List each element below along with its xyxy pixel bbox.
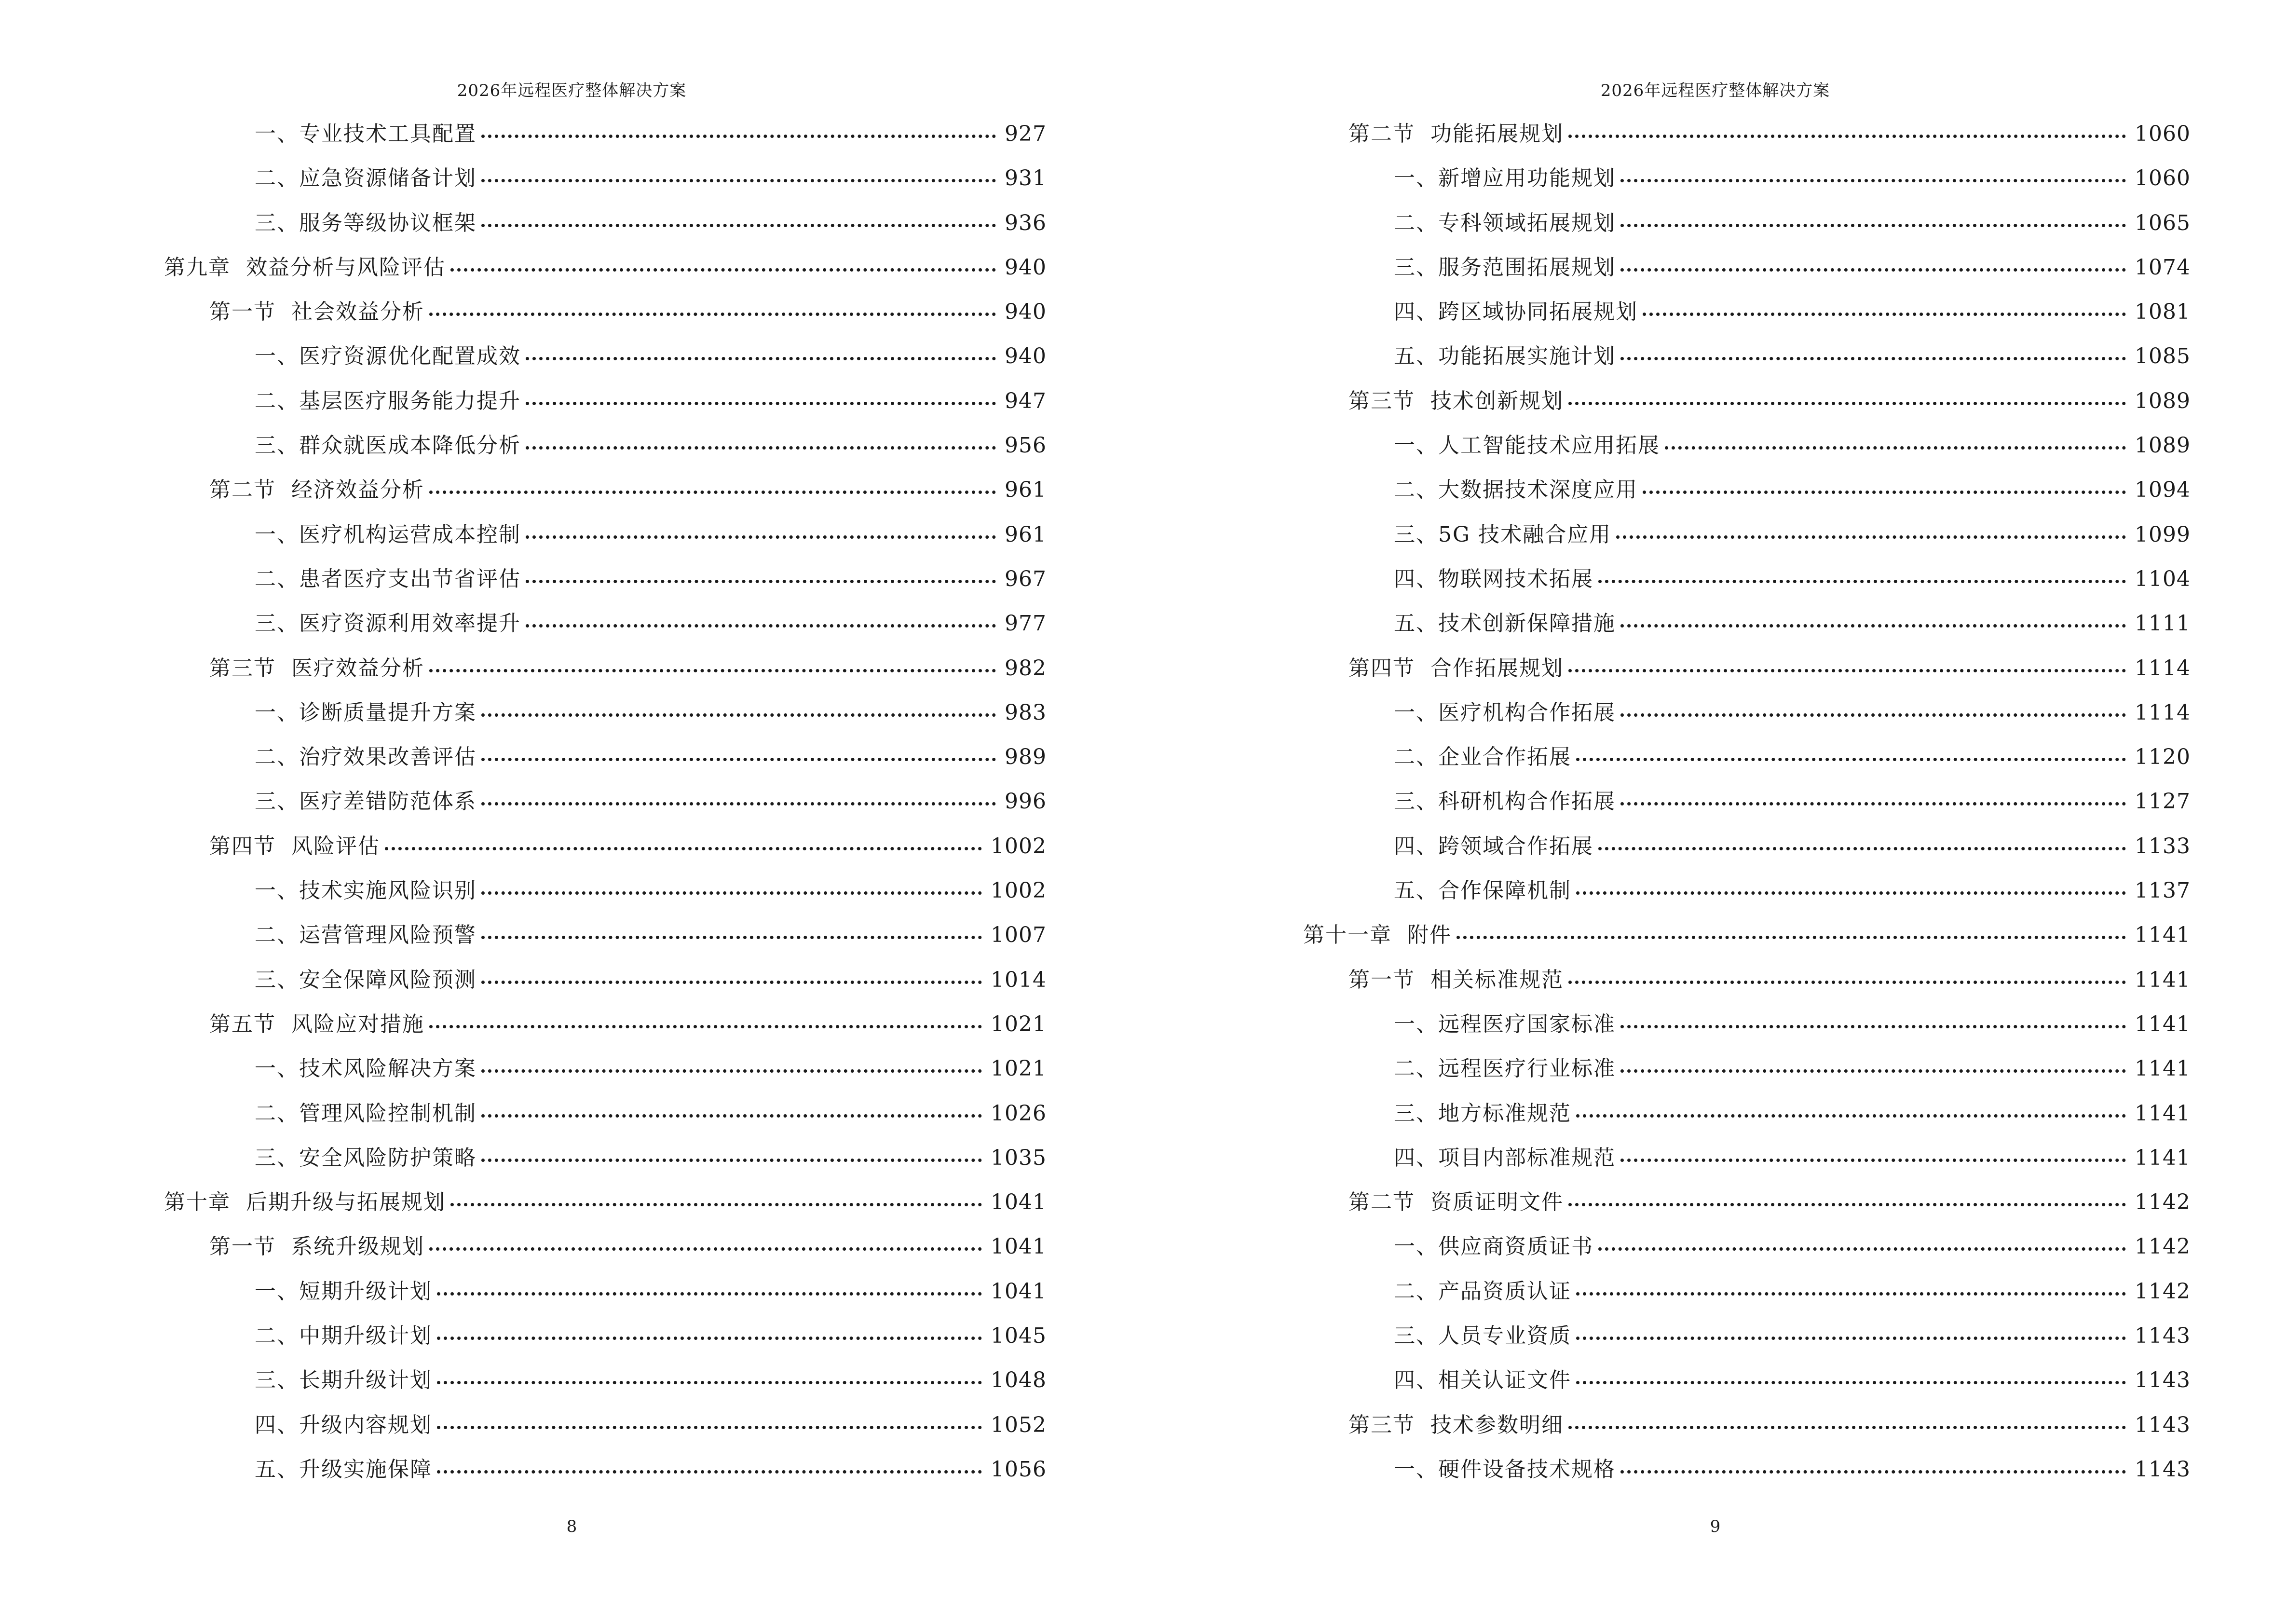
- toc-section-entry[interactable]: [164, 298, 1047, 342]
- toc-dot-leader: [481, 802, 996, 805]
- toc-entry-page-number: 1114: [2135, 655, 2191, 681]
- toc-entry-page-number: 983: [1005, 700, 1047, 725]
- toc-entry-label: 一、医疗机构合作拓展: [1394, 700, 1616, 725]
- toc-entry-page-number: 931: [1005, 166, 1047, 191]
- toc-entry-label: 第三节 技术参数明细: [1348, 1412, 1564, 1437]
- toc-subsection-entry[interactable]: [1303, 476, 2191, 520]
- toc-dot-leader: [437, 1292, 982, 1296]
- toc-entry-page-number: 1002: [991, 878, 1047, 903]
- page-header: 2026年远程医疗整体解决方案: [1600, 81, 1830, 100]
- toc-entry-label: 五、升级实施保障: [255, 1457, 432, 1482]
- toc-dot-leader: [1568, 1203, 2126, 1206]
- toc-dot-leader: [1620, 224, 2126, 227]
- toc-entry-label: 一、供应商资质证书: [1394, 1234, 1593, 1259]
- toc-subsection-entry[interactable]: [164, 1277, 1047, 1322]
- toc-entry-page-number: 1141: [2135, 1011, 2191, 1037]
- toc-entry-label: 二、大数据技术深度应用: [1394, 478, 1638, 503]
- toc-entry-label: 二、管理风险控制机制: [255, 1101, 476, 1126]
- toc-dot-leader: [526, 357, 996, 360]
- toc-entry-page-number: 1142: [2135, 1279, 2191, 1304]
- toc-section-entry[interactable]: [164, 476, 1047, 520]
- toc-entry-label: 二、运营管理风险预警: [255, 923, 476, 948]
- toc-entry-page-number: 1045: [991, 1324, 1047, 1349]
- toc-subsection-entry[interactable]: [1303, 1054, 2191, 1099]
- toc-dot-leader: [437, 1470, 982, 1474]
- toc-entry-page-number: 1014: [991, 967, 1047, 992]
- toc-entry-page-number: 1041: [991, 1279, 1047, 1304]
- toc-dot-leader: [1576, 1337, 2126, 1340]
- toc-dot-leader: [1620, 1069, 2126, 1073]
- toc-entry-page-number: 982: [1005, 655, 1047, 681]
- toc-subsection-entry[interactable]: [1303, 876, 2191, 921]
- toc-entry-page-number: 961: [1005, 478, 1047, 503]
- toc-subsection-entry[interactable]: [1303, 164, 2191, 208]
- toc-entry-label: 二、治疗效果改善评估: [255, 745, 476, 770]
- toc-entry-label: 一、医疗机构运营成本控制: [255, 522, 521, 547]
- toc-entry-label: 二、企业合作拓展: [1394, 745, 1571, 770]
- toc-subsection-entry[interactable]: [164, 1455, 1047, 1500]
- toc-entry-label: 一、新增应用功能规划: [1394, 166, 1616, 191]
- toc-dot-leader: [526, 624, 996, 628]
- toc-entry-page-number: 1142: [2135, 1234, 2191, 1259]
- toc-section-entry[interactable]: [1303, 387, 2191, 431]
- toc-entry-label: 第三节 技术创新规划: [1348, 388, 1564, 413]
- toc-entry-page-number: 1143: [2135, 1412, 2191, 1437]
- toc-entry-label: 一、技术风险解决方案: [255, 1056, 476, 1081]
- toc-dot-leader: [437, 1337, 982, 1340]
- toc-entry-page-number: 1104: [2135, 566, 2191, 591]
- toc-entry-label: 二、患者医疗支出节省评估: [255, 566, 521, 591]
- toc-subsection-entry[interactable]: [164, 1322, 1047, 1366]
- toc-dot-leader: [385, 847, 982, 850]
- toc-entry-label: 一、远程医疗国家标准: [1394, 1011, 1616, 1037]
- toc-entry-label: 一、技术实施风险识别: [255, 878, 476, 903]
- toc-dot-leader: [481, 224, 996, 227]
- toc-entry-label: 第一节 相关标准规范: [1348, 967, 1564, 992]
- toc-entry-page-number: 977: [1005, 611, 1047, 636]
- toc-entry-page-number: 1060: [2135, 122, 2191, 146]
- toc-entry-page-number: 1143: [2135, 1457, 2191, 1482]
- toc-entry-label: 五、技术创新保障措施: [1394, 611, 1616, 636]
- toc-dot-leader: [1598, 847, 2126, 850]
- toc-dot-leader: [481, 1069, 982, 1073]
- toc-dot-leader: [1598, 580, 2126, 583]
- toc-entry-label: 第二节 资质证明文件: [1348, 1190, 1564, 1215]
- toc-entry-page-number: 1094: [2135, 478, 2191, 503]
- right-page: [1144, 0, 2287, 1624]
- toc-section-entry[interactable]: [1303, 1188, 2191, 1232]
- toc-entry-label: 第三节 医疗效益分析: [209, 655, 424, 681]
- page-number: 9: [1710, 1517, 1721, 1536]
- toc-entry-label: 一、诊断质量提升方案: [255, 700, 476, 725]
- toc-subsection-entry[interactable]: [1303, 1232, 2191, 1277]
- toc-entry-page-number: 1060: [2135, 166, 2191, 191]
- toc-entry-label: 一、专业技术工具配置: [255, 122, 476, 146]
- toc-dot-leader: [429, 1247, 982, 1251]
- toc-dot-leader: [526, 535, 996, 539]
- toc-dot-leader: [1576, 1114, 2126, 1118]
- toc-entry-label: 一、人工智能技术应用拓展: [1394, 433, 1660, 458]
- toc-entry-page-number: 947: [1005, 388, 1047, 413]
- toc-dot-leader: [1568, 135, 2126, 138]
- toc-dot-leader: [1643, 313, 2126, 316]
- toc-entry-page-number: 1141: [2135, 967, 2191, 992]
- toc-entry-page-number: 1089: [2135, 388, 2191, 413]
- toc-chapter-entry[interactable]: [164, 253, 1047, 298]
- toc-dot-leader: [481, 981, 982, 984]
- toc-entry-label: 三、群众就医成本降低分析: [255, 433, 521, 458]
- toc-subsection-entry[interactable]: [1303, 253, 2191, 298]
- toc-subsection-entry[interactable]: [1303, 1099, 2191, 1144]
- toc-subsection-entry[interactable]: [1303, 1455, 2191, 1500]
- toc-entry-page-number: 1133: [2135, 833, 2191, 859]
- toc-dot-leader: [526, 446, 996, 450]
- toc-dot-leader: [1620, 357, 2126, 360]
- toc-subsection-entry[interactable]: [1303, 298, 2191, 342]
- toc-dot-leader: [481, 713, 996, 717]
- toc-entry-label: 五、功能拓展实施计划: [1394, 344, 1616, 369]
- toc-entry-label: 三、服务等级协议框架: [255, 210, 476, 235]
- toc-subsection-entry[interactable]: [164, 1054, 1047, 1099]
- toc-entry-page-number: 1081: [2135, 300, 2191, 325]
- toc-entry-page-number: 1065: [2135, 210, 2191, 235]
- toc-dot-leader: [429, 313, 996, 316]
- toc-subsection-entry[interactable]: [164, 120, 1047, 164]
- toc-subsection-entry[interactable]: [1303, 209, 2191, 253]
- toc-entry-label: 第一节 社会效益分析: [209, 300, 424, 325]
- toc-entry-page-number: 940: [1005, 344, 1047, 369]
- toc-entry-page-number: 1141: [2135, 1145, 2191, 1170]
- toc-entry-page-number: 961: [1005, 522, 1047, 547]
- page-number: 8: [566, 1517, 577, 1536]
- toc-entry-label: 三、安全保障风险预测: [255, 967, 476, 992]
- toc-entry-label: 第十一章 附件: [1303, 923, 1452, 948]
- toc-entry-label: 四、相关认证文件: [1394, 1368, 1571, 1393]
- toc-entry-label: 三、地方标准规范: [1394, 1101, 1571, 1126]
- toc-entry-page-number: 1127: [2135, 789, 2191, 814]
- toc-dot-leader: [481, 179, 996, 182]
- toc-entry-page-number: 940: [1005, 255, 1047, 280]
- toc-entry-label: 三、医疗差错防范体系: [255, 789, 476, 814]
- toc-subsection-entry[interactable]: [164, 387, 1047, 431]
- toc-entry-page-number: 1056: [991, 1457, 1047, 1482]
- toc-section-entry[interactable]: [1303, 120, 2191, 164]
- toc-entry-page-number: 1089: [2135, 433, 2191, 458]
- toc-subsection-entry[interactable]: [1303, 1366, 2191, 1410]
- toc-entry-label: 三、科研机构合作拓展: [1394, 789, 1616, 814]
- toc-subsection-entry[interactable]: [164, 342, 1047, 386]
- toc-entry-label: 四、项目内部标准规范: [1394, 1145, 1616, 1170]
- toc-section-entry[interactable]: [164, 1232, 1047, 1277]
- toc-entry-page-number: 1114: [2135, 700, 2191, 725]
- toc-entry-label: 第二节 功能拓展规划: [1348, 122, 1564, 146]
- toc-chapter-entry[interactable]: [1303, 921, 2191, 965]
- toc-subsection-entry[interactable]: [1303, 743, 2191, 787]
- toc-dot-leader: [429, 491, 996, 494]
- toc-subsection-entry[interactable]: [164, 609, 1047, 654]
- toc-subsection-entry[interactable]: [1303, 1144, 2191, 1188]
- toc-entry-page-number: 1142: [2135, 1190, 2191, 1215]
- toc-entry-page-number: 1074: [2135, 255, 2191, 280]
- toc-subsection-entry[interactable]: [164, 921, 1047, 965]
- toc-entry-page-number: 1035: [991, 1145, 1047, 1170]
- toc-dot-leader: [481, 1159, 982, 1162]
- toc-entry-label: 第二节 经济效益分析: [209, 478, 424, 503]
- toc-subsection-entry[interactable]: [164, 209, 1047, 253]
- toc-subsection-entry[interactable]: [1303, 609, 2191, 654]
- toc-entry-page-number: 936: [1005, 210, 1047, 235]
- toc-subsection-entry[interactable]: [164, 876, 1047, 921]
- toc-entry-page-number: 1111: [2135, 611, 2191, 636]
- toc-dot-leader: [1568, 402, 2126, 405]
- toc-entry-label: 三、5G 技术融合应用: [1394, 522, 1612, 547]
- toc-entry-label: 二、基层医疗服务能力提升: [255, 388, 521, 413]
- toc-dot-leader: [1616, 535, 2126, 539]
- toc-subsection-entry[interactable]: [164, 1099, 1047, 1144]
- toc-entry-label: 第五节 风险应对措施: [209, 1011, 424, 1037]
- toc-dot-leader: [450, 1203, 982, 1206]
- toc-entry-label: 四、跨领域合作拓展: [1394, 833, 1593, 859]
- toc-entry-page-number: 1026: [991, 1101, 1047, 1126]
- toc-entry-label: 三、安全风险防护策略: [255, 1145, 476, 1170]
- toc-dot-leader: [1643, 491, 2126, 494]
- toc-entry-page-number: 1021: [991, 1056, 1047, 1081]
- toc-subsection-entry[interactable]: [164, 431, 1047, 476]
- toc-dot-leader: [437, 1381, 982, 1384]
- toc-entry-page-number: 1099: [2135, 522, 2191, 547]
- toc-dot-leader: [1620, 1025, 2126, 1028]
- toc-section-entry[interactable]: [164, 654, 1047, 698]
- toc-subsection-entry[interactable]: [164, 1366, 1047, 1410]
- toc-entry-page-number: 1021: [991, 1011, 1047, 1037]
- toc-entry-page-number: 989: [1005, 745, 1047, 770]
- page-header: 2026年远程医疗整体解决方案: [457, 81, 687, 100]
- toc-entry-label: 一、硬件设备技术规格: [1394, 1457, 1616, 1482]
- toc-entry-page-number: 1052: [991, 1412, 1047, 1437]
- toc-entry-page-number: 967: [1005, 566, 1047, 591]
- toc-entry-label: 二、远程医疗行业标准: [1394, 1056, 1616, 1081]
- toc-entry-page-number: 1137: [2135, 878, 2191, 903]
- toc-entry-label: 三、服务范围拓展规划: [1394, 255, 1616, 280]
- toc-entry-label: 第一节 系统升级规划: [209, 1234, 424, 1259]
- toc-dot-leader: [1620, 1159, 2126, 1162]
- toc-entry-page-number: 1048: [991, 1368, 1047, 1393]
- toc-dot-leader: [1620, 802, 2126, 805]
- toc-dot-leader: [1620, 713, 2126, 717]
- toc-dot-leader: [1568, 1426, 2126, 1429]
- toc-chapter-entry[interactable]: [164, 1188, 1047, 1232]
- toc-dot-leader: [526, 580, 996, 583]
- toc-entry-label: 二、专科领域拓展规划: [1394, 210, 1616, 235]
- toc-dot-leader: [1576, 891, 2126, 895]
- toc-entry-label: 第九章 效益分析与风险评估: [164, 255, 446, 280]
- toc-entry-page-number: 940: [1005, 300, 1047, 325]
- toc-dot-leader: [526, 402, 996, 405]
- toc-entry-label: 三、医疗资源利用效率提升: [255, 611, 521, 636]
- toc-section-entry[interactable]: [164, 832, 1047, 876]
- toc-dot-leader: [1457, 936, 2126, 939]
- toc-entry-page-number: 956: [1005, 433, 1047, 458]
- toc-section-entry[interactable]: [164, 1010, 1047, 1054]
- toc-subsection-entry[interactable]: [164, 743, 1047, 787]
- toc-dot-leader: [1620, 624, 2126, 628]
- toc-dot-leader: [1620, 1470, 2126, 1474]
- toc-entry-label: 三、人员专业资质: [1394, 1324, 1571, 1349]
- toc-entry-label: 五、合作保障机制: [1394, 878, 1571, 903]
- toc-dot-leader: [1665, 446, 2126, 450]
- toc-entry-label: 一、医疗资源优化配置成效: [255, 344, 521, 369]
- toc-subsection-entry[interactable]: [164, 1411, 1047, 1455]
- toc-subsection-entry[interactable]: [1303, 431, 2191, 476]
- toc-section-entry[interactable]: [1303, 654, 2191, 698]
- toc-entry-label: 二、应急资源储备计划: [255, 166, 476, 191]
- toc-entry-label: 第四节 合作拓展规划: [1348, 655, 1564, 681]
- toc-dot-leader: [1620, 268, 2126, 272]
- toc-dot-leader: [1568, 669, 2126, 672]
- toc-entry-label: 一、短期升级计划: [255, 1279, 432, 1304]
- toc-entry-label: 第十章 后期升级与拓展规划: [164, 1190, 446, 1215]
- toc-entry-page-number: 1007: [991, 923, 1047, 948]
- toc-dot-leader: [481, 1114, 982, 1118]
- toc-subsection-entry[interactable]: [164, 698, 1047, 743]
- toc-entry-label: 四、跨区域协同拓展规划: [1394, 300, 1638, 325]
- toc-entry-page-number: 1143: [2135, 1368, 2191, 1393]
- toc-subsection-entry[interactable]: [1303, 1277, 2191, 1322]
- toc-entry-page-number: 1002: [991, 833, 1047, 859]
- toc-entry-label: 四、物联网技术拓展: [1394, 566, 1593, 591]
- toc-subsection-entry[interactable]: [1303, 787, 2191, 832]
- toc-entry-page-number: 1141: [2135, 1101, 2191, 1126]
- toc-subsection-entry[interactable]: [164, 787, 1047, 832]
- toc-dot-leader: [437, 1426, 982, 1429]
- toc-dot-leader: [1568, 981, 2126, 984]
- toc-dot-leader: [481, 936, 982, 939]
- toc-dot-leader: [481, 758, 996, 761]
- toc-dot-leader: [1598, 1247, 2126, 1251]
- toc-subsection-entry[interactable]: [1303, 1322, 2191, 1366]
- toc-entry-page-number: 927: [1005, 122, 1047, 146]
- toc-subsection-entry[interactable]: [1303, 832, 2191, 876]
- toc-subsection-entry[interactable]: [1303, 1010, 2191, 1054]
- toc-entry-page-number: 1141: [2135, 1056, 2191, 1081]
- toc-subsection-entry[interactable]: [1303, 342, 2191, 386]
- toc-subsection-entry[interactable]: [164, 520, 1047, 565]
- toc-section-entry[interactable]: [1303, 966, 2191, 1010]
- toc-entry-page-number: 1120: [2135, 745, 2191, 770]
- toc-subsection-entry[interactable]: [1303, 698, 2191, 743]
- toc-entry-page-number: 1041: [991, 1234, 1047, 1259]
- toc-entry-label: 二、中期升级计划: [255, 1324, 432, 1349]
- toc-subsection-entry[interactable]: [164, 1144, 1047, 1188]
- toc-subsection-entry[interactable]: [1303, 520, 2191, 565]
- toc-dot-leader: [481, 891, 982, 895]
- toc-dot-leader: [1576, 1381, 2126, 1384]
- toc-dot-leader: [429, 669, 996, 672]
- toc-entry-page-number: 996: [1005, 789, 1047, 814]
- table-of-contents: [1303, 120, 2191, 1500]
- toc-entry-page-number: 1085: [2135, 344, 2191, 369]
- toc-dot-leader: [481, 135, 996, 138]
- toc-entry-label: 第四节 风险评估: [209, 833, 380, 859]
- toc-entry-label: 三、长期升级计划: [255, 1368, 432, 1393]
- toc-entry-label: 二、产品资质认证: [1394, 1279, 1571, 1304]
- toc-dot-leader: [1620, 179, 2126, 182]
- toc-entry-label: 四、升级内容规划: [255, 1412, 432, 1437]
- toc-dot-leader: [429, 1025, 982, 1028]
- toc-entry-page-number: 1143: [2135, 1324, 2191, 1349]
- toc-subsection-entry[interactable]: [164, 164, 1047, 208]
- toc-dot-leader: [1576, 1292, 2126, 1296]
- toc-subsection-entry[interactable]: [1303, 565, 2191, 609]
- toc-subsection-entry[interactable]: [164, 966, 1047, 1010]
- toc-dot-leader: [1576, 758, 2126, 761]
- toc-dot-leader: [450, 268, 996, 272]
- toc-subsection-entry[interactable]: [164, 565, 1047, 609]
- toc-section-entry[interactable]: [1303, 1411, 2191, 1455]
- toc-entry-page-number: 1141: [2135, 923, 2191, 948]
- toc-entry-page-number: 1041: [991, 1190, 1047, 1215]
- table-of-contents: [164, 120, 1047, 1500]
